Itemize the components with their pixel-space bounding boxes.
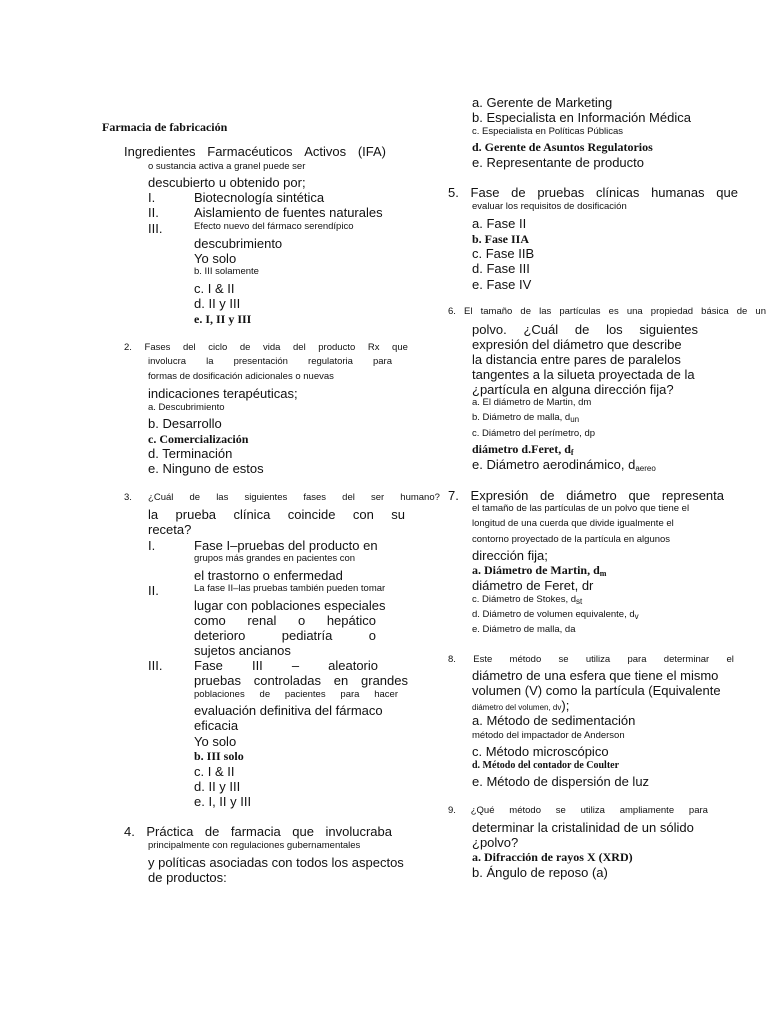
roman-numeral: III. xyxy=(148,658,163,673)
option-text xyxy=(194,614,376,627)
roman-numeral: I. xyxy=(148,190,156,205)
word: ¿Qué xyxy=(470,805,495,816)
word: o xyxy=(368,628,376,643)
question-4-stem: principalmente con regulaciones gubernamentales xyxy=(148,840,361,851)
word: el xyxy=(726,654,734,665)
question-3-stem xyxy=(148,508,405,521)
option-text xyxy=(194,690,398,700)
word: producto xyxy=(318,342,356,353)
word: como xyxy=(194,613,226,628)
word: es xyxy=(608,306,619,317)
word: con xyxy=(352,507,374,522)
answer-option: a. Fase II xyxy=(472,216,527,231)
word: 4. xyxy=(124,824,135,839)
word: tamaño xyxy=(480,306,513,317)
answer-option-bold: b. III solo xyxy=(194,749,244,763)
word: un xyxy=(755,306,766,317)
word: de xyxy=(239,342,251,353)
answer-option: e. Ninguno de estos xyxy=(148,461,264,476)
answer-option: b. Diámetro de malla, $d_{un}$ xyxy=(472,412,580,424)
answer-option: a. El diámetro de Martin, dm xyxy=(472,397,592,408)
word: Fase xyxy=(470,185,500,200)
word: de xyxy=(736,306,748,317)
answer-option-bold: e. I, II y III xyxy=(194,312,252,326)
roman-numeral: II. xyxy=(148,205,159,220)
answer-option: d. Fase III xyxy=(472,261,530,276)
roman-numeral: I. xyxy=(148,538,156,553)
question-7-stem: el tamaño de las partículas de un polvo que tiene el xyxy=(472,503,690,514)
word: del xyxy=(342,492,355,503)
roman-numeral: III. xyxy=(148,221,163,236)
question-1-stem: o sustancia activa a granel puede ser xyxy=(148,161,306,172)
question-2-stem: indicaciones terapéuticas; xyxy=(148,386,298,401)
word: – xyxy=(291,658,300,673)
word: para xyxy=(627,654,647,665)
word: coincide xyxy=(287,507,336,522)
word: (IFA) xyxy=(357,144,386,159)
word: básica xyxy=(701,306,729,317)
word: involucra xyxy=(148,356,187,367)
question-7-stem xyxy=(448,489,724,502)
word: las xyxy=(539,306,552,317)
answer-option: b. Ángulo de reposo (a) xyxy=(472,865,608,880)
option-text: lugar con poblaciones especiales xyxy=(194,598,386,613)
subscript: un xyxy=(570,415,580,424)
question-6-stem: tangentes a la silueta proyectada de la xyxy=(472,367,695,382)
question-6-stem xyxy=(472,323,698,336)
word: 2. xyxy=(124,342,132,353)
answer-option: Yo solo xyxy=(194,734,237,749)
answer-option: e. Diámetro aerodinámico, $d_{aereo}$ xyxy=(472,457,656,473)
word: ampliamente xyxy=(619,805,675,816)
word: controladas xyxy=(253,673,321,688)
word: ¿Cuál xyxy=(148,492,174,503)
word: Este xyxy=(473,654,493,665)
answer-option: d. Terminación xyxy=(148,446,233,461)
word: para xyxy=(340,689,360,700)
word: fases xyxy=(303,492,327,503)
word: III xyxy=(251,658,263,673)
word: grandes xyxy=(361,673,408,688)
word: humano? xyxy=(400,492,440,503)
answer-option: e. Fase IV xyxy=(472,277,532,292)
word: que xyxy=(392,342,408,353)
option-text: Aislamiento de fuentes naturales xyxy=(194,205,383,220)
word: Ingredientes xyxy=(124,144,196,159)
option-text: evaluación definitiva del fármaco xyxy=(194,703,383,718)
question-8-stem: diámetro del volumen, dv); xyxy=(472,698,570,713)
subscript: m xyxy=(599,569,607,578)
word: que xyxy=(292,824,314,839)
word: 9. xyxy=(448,805,456,816)
word: ser xyxy=(370,492,385,503)
word: aleatorio xyxy=(328,658,378,673)
option-text: La fase II–las pruebas también pueden tomar xyxy=(194,583,386,594)
word: o xyxy=(297,613,306,628)
word: El xyxy=(464,306,473,317)
question-3-stem: receta? xyxy=(148,522,192,537)
word: vida xyxy=(262,342,281,353)
subscript: f xyxy=(570,448,574,457)
word: de xyxy=(574,322,590,337)
answer-option: método del impactador de Anderson xyxy=(472,730,625,741)
word: utiliza xyxy=(585,654,611,665)
answer-option: c. Especialista en Políticas Públicas xyxy=(472,126,624,137)
word: deterioro xyxy=(194,628,246,643)
word: siguientes xyxy=(639,322,698,337)
word: de xyxy=(259,689,271,700)
question-9-stem: determinar la cristalinidad de un sólido xyxy=(472,820,694,835)
word: poblaciones xyxy=(194,689,245,700)
option-text: sujetos ancianos xyxy=(194,643,291,658)
word: su xyxy=(391,507,405,522)
answer-option: d. Diámetro de volumen equivalente, $d_v$ xyxy=(472,609,639,621)
word: del xyxy=(182,342,196,353)
page-title: Farmacia de fabricación xyxy=(102,120,228,134)
word: del xyxy=(293,342,306,353)
word: ciclo xyxy=(208,342,228,353)
answer-option: d. II y III xyxy=(194,296,241,311)
word: renal xyxy=(247,613,277,628)
question-5-stem xyxy=(448,186,738,199)
option-text xyxy=(194,674,408,687)
word: 3. xyxy=(124,492,132,503)
subscript: aereo xyxy=(635,464,656,473)
word: se xyxy=(555,805,566,816)
word: las xyxy=(216,492,229,503)
answer-option: a. Gerente de Marketing xyxy=(472,95,613,110)
answer-option: a. Descubrimiento xyxy=(148,402,225,413)
answer-option: e. Representante de producto xyxy=(472,155,645,170)
word: Expresión xyxy=(470,488,529,503)
question-2-stem xyxy=(124,343,408,353)
word: método xyxy=(509,805,541,816)
answer-option: c. Diámetro del perímetro, dp xyxy=(472,428,596,439)
word: diámetro xyxy=(566,488,617,503)
answer-option: Yo solo xyxy=(194,251,237,266)
answer-option-bold: b. Fase IIA xyxy=(472,232,530,246)
word: siguientes xyxy=(244,492,288,503)
word: regulatoria xyxy=(308,356,353,367)
answer-option-bold: d. Gerente de Asuntos Regulatorios xyxy=(472,140,653,154)
option-text: descubrimiento xyxy=(194,236,283,251)
word: que xyxy=(628,488,651,503)
answer-option: a. Método de sedimentación xyxy=(472,713,636,728)
question-6-stem xyxy=(448,307,766,317)
answer-option: e. Diámetro de malla, da xyxy=(472,624,576,635)
option-text: el trastorno o enfermedad xyxy=(194,568,343,583)
question-4-stem: y políticas asociadas con todos los aspectos xyxy=(148,855,404,870)
option-text: grupos más grandes en pacientes con xyxy=(194,553,356,564)
word: determinar xyxy=(663,654,710,665)
word: clínica xyxy=(233,507,271,522)
answer-option-bold: diámetro d.Feret, $d_f$ xyxy=(472,442,574,457)
question-2-stem: formas de dosificación adicionales o nuevas xyxy=(148,371,334,382)
option-text: Biotecnología sintética xyxy=(194,190,325,205)
word: prueba xyxy=(175,507,217,522)
question-8-stem: volumen (V) como la partícula (Equivalente xyxy=(472,683,721,698)
word: de xyxy=(511,185,526,200)
word: la xyxy=(206,356,214,367)
question-7-stem: longitud de una cuerda que divide igualmente el xyxy=(472,518,674,529)
word: Fase xyxy=(194,658,223,673)
answer-option-bold: d. Método del contador de Coulter xyxy=(472,760,620,771)
roman-numeral: II. xyxy=(148,583,159,598)
subscript: st xyxy=(576,597,583,606)
word: 5. xyxy=(448,185,459,200)
word: pediatría xyxy=(281,628,333,643)
question-5-stem: evaluar los requisitos de dosificación xyxy=(472,201,627,212)
word: partículas xyxy=(559,306,601,317)
word: utiliza xyxy=(580,805,605,816)
word: para xyxy=(688,805,708,816)
question-4-stem xyxy=(124,825,392,838)
question-9-stem: ¿polvo? xyxy=(472,835,519,850)
answer-option: c. Diámetro de Stokes, $d_{st}$ xyxy=(472,594,583,606)
question-1-stem: descubierto u obtenido por; xyxy=(148,175,306,190)
word: hepático xyxy=(326,613,376,628)
answer-option: diámetro de Feret, dr xyxy=(472,578,594,593)
option-text: Fase I–pruebas del producto en xyxy=(194,538,378,553)
question-6-stem: ¿partícula en alguna dirección fija? xyxy=(472,382,674,397)
word: polvo. xyxy=(472,322,507,337)
word: los xyxy=(606,322,623,337)
word: representa xyxy=(661,488,724,503)
word: Activos xyxy=(304,144,347,159)
word: humanas xyxy=(651,185,705,200)
question-7-stem: contorno proyectado de la partícula en algunos xyxy=(472,534,671,545)
word: pruebas xyxy=(194,673,241,688)
option-text: Efecto nuevo del fármaco serendípico xyxy=(194,221,354,232)
answer-option: c. I & II xyxy=(194,281,235,296)
answer-option-bold: a. Diámetro de Martin, $d_m$ xyxy=(472,563,607,578)
word: ¿Cuál xyxy=(523,322,559,337)
word: pacientes xyxy=(284,689,326,700)
word: farmacia xyxy=(230,824,281,839)
answer-option: c. Método microscópico xyxy=(472,744,609,759)
word: en xyxy=(333,673,349,688)
answer-option: b. Desarrollo xyxy=(148,416,222,431)
question-3-stem xyxy=(124,493,440,503)
answer-option: e. I, II y III xyxy=(194,794,252,809)
answer-option: b. III solamente xyxy=(194,266,259,277)
subscript: v xyxy=(634,612,639,621)
word: clínicas xyxy=(596,185,640,200)
word: Práctica xyxy=(146,824,194,839)
word: de xyxy=(520,306,531,317)
word: de xyxy=(189,492,201,503)
question-8-stem: diámetro de una esfera que tiene el mismo xyxy=(472,668,719,683)
word: 8. xyxy=(448,654,456,665)
answer-option: e. Método de dispersión de luz xyxy=(472,774,650,789)
word: Fases xyxy=(144,342,171,353)
question-7-stem: dirección fija; xyxy=(472,548,548,563)
question-6-stem: la distancia entre pares de paralelos xyxy=(472,352,681,367)
word: presentación xyxy=(233,356,288,367)
answer-option: d. II y III xyxy=(194,779,241,794)
word: pruebas xyxy=(537,185,585,200)
question-1-stem xyxy=(124,145,386,158)
word: propiedad xyxy=(650,306,694,317)
word: que xyxy=(716,185,738,200)
answer-option-bold: a. Difracción de rayos X (XRD) xyxy=(472,850,633,864)
word: una xyxy=(626,306,643,317)
answer-option: c. Fase IIB xyxy=(472,246,535,261)
word: hacer xyxy=(374,689,398,700)
answer-option: b. Especialista en Información Médica xyxy=(472,110,691,125)
question-6-stem: expresión del diámetro que describe xyxy=(472,337,682,352)
option-text: eficacia xyxy=(194,718,239,733)
question-2-stem xyxy=(148,357,392,367)
answer-option-bold: c. Comercialización xyxy=(148,432,249,446)
word: para xyxy=(372,356,392,367)
option-text xyxy=(194,659,378,672)
word: de xyxy=(540,488,555,503)
word: la xyxy=(148,507,159,522)
word: 7. xyxy=(448,488,459,503)
answer-option: c. I & II xyxy=(194,764,235,779)
option-text xyxy=(194,629,376,642)
word: Farmacéuticos xyxy=(207,144,293,159)
question-9-stem xyxy=(448,806,708,816)
word: 6. xyxy=(448,306,456,317)
word: involucraba xyxy=(325,824,392,839)
word: de xyxy=(204,824,220,839)
word: método xyxy=(509,654,542,665)
word: Rx xyxy=(367,342,380,353)
question-4-stem: de productos: xyxy=(148,870,227,885)
question-8-stem xyxy=(448,655,734,665)
word: se xyxy=(558,654,569,665)
